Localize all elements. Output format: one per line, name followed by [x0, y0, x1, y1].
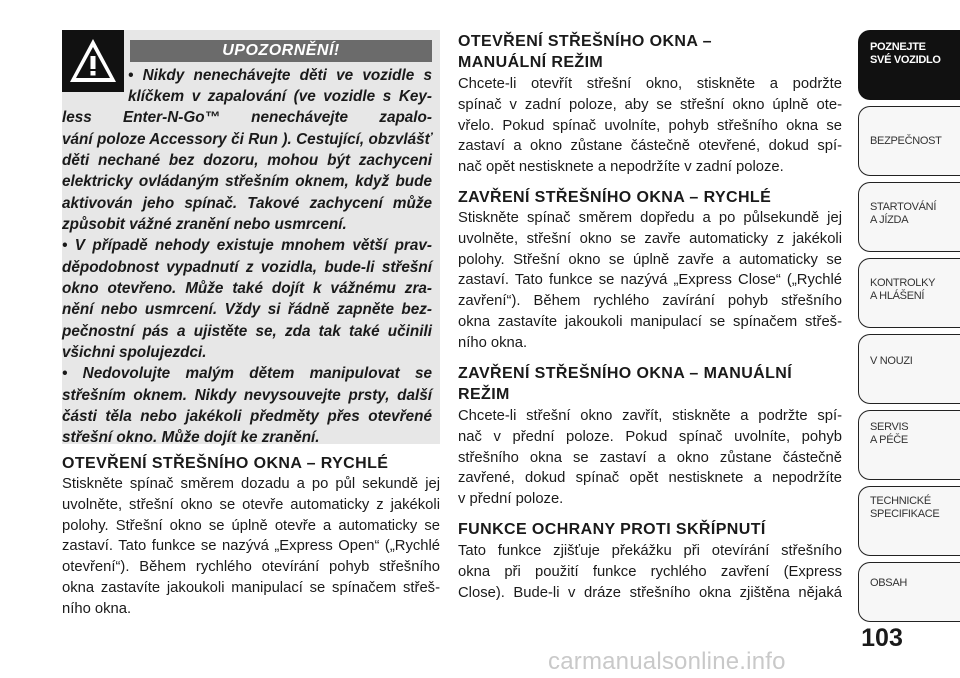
warning-line: • Nedovolujte malým dětem manipulovat se [62, 365, 432, 382]
warning-line: • V případě nehody existuje mnohem větší prav- [62, 237, 432, 254]
warning-icon-box [62, 30, 124, 92]
tab-label: SVÉ VOZIDLO [870, 54, 941, 66]
text-line: zastaví a okno zůstane částečně otevřené, dokud spí- [458, 138, 842, 155]
section-body [458, 74, 842, 178]
text-line: ního okna. [62, 600, 132, 617]
text-line: uvolněte, střešní okno se zavře automaticky z jakékoli [458, 230, 842, 247]
tab-servis-a-pece[interactable] [858, 410, 960, 480]
warning-triangle-icon [68, 36, 118, 86]
text-line: Close). Bude-li v dráze střešního okna zjištěna nějaká [458, 584, 842, 601]
text-line: v přední poloze. [458, 491, 564, 508]
warning-line: nění nebo usmrcení. Vždy si řádně zapněte bez- [62, 301, 432, 318]
warning-line: pečnostní pás a ujistěte se, zda tak také učinili [62, 323, 432, 340]
warning-line: střešní okno. Může dojít ke zranění. [62, 429, 320, 446]
section-heading: REŽIM [458, 386, 510, 403]
warning-line: děpodobnost vypadnutí z vozidla, bude-li střešní [62, 259, 432, 276]
tab-label: A HLÁŠENÍ [870, 290, 925, 302]
text-line: otevření“). Během rychlého otevírání pohyb střešního [62, 559, 440, 576]
tab-bezpecnost[interactable] [858, 106, 960, 176]
tab-label: SPECIFIKACE [870, 508, 940, 520]
warning-line: děti nechané bez dozoru, mohou být zachyceni [62, 152, 432, 169]
text-line: Chcete-li střešní okno zavřít, stiskněte a podržte spí- [458, 408, 842, 424]
text-line: uvolněte, střešní okno se otevře automaticky z jakékoli [62, 496, 440, 513]
section-body [62, 474, 440, 620]
warning-box [62, 30, 440, 444]
tab-label: V NOUZI [870, 355, 913, 367]
tab-label: POZNEJTE [870, 41, 926, 53]
text-line: Tato funkce zjišťuje překážku při otevírání střešního [458, 543, 842, 559]
warning-line: aktivován jeho spínač. Takové zachycení může [62, 195, 432, 212]
tab-label: TECHNICKÉ [870, 495, 931, 507]
text-line: vřelo. Pokud spínač uvolníte, pohyb střešního okna se [458, 117, 842, 134]
text-line: zavření“). Během rychlého zavírání pohyb střešního [458, 293, 842, 310]
page-number: 103 [861, 624, 903, 652]
warning-line: části těla nebo jakékoli předměty přes otevřené [62, 408, 432, 425]
tab-label: SERVIS [870, 421, 909, 433]
text-line: ního okna. [458, 334, 528, 351]
warning-line: klíčkem v zapalování (ve vozidle s Key- [128, 88, 432, 105]
warning-line: elektricky ovládaným střešním oknem, když bude [62, 173, 432, 190]
text-line: okna zastavíte jakoukoli manipulací se spínačem střeš- [62, 579, 440, 596]
section-body [458, 208, 842, 354]
tab-startovani-a-jizda[interactable] [858, 182, 960, 252]
section-heading: ZAVŘENÍ STŘEŠNÍHO OKNA – MANUÁLNÍ [458, 365, 793, 382]
tab-kontrolky-a-hlaseni[interactable] [858, 258, 960, 328]
warning-line: všichni spolujezdci. [62, 344, 207, 361]
warning-line: less Enter-N-Go™ nenechávejte zapalo- [62, 109, 432, 126]
warning-line: okno otevřeno. Může také dojít k vážnému zra- [62, 280, 432, 297]
warning-line: vání poloze Accessory či Run ). Cestující, obzvlášť [62, 131, 432, 148]
text-line: okna zastavíte jakoukoli manipulací se spínačem střeš- [458, 313, 842, 330]
section-heading: ZAVŘENÍ STŘEŠNÍHO OKNA – RYCHLÉ [458, 189, 772, 206]
section-body [458, 406, 842, 510]
section-heading: OTEVŘENÍ STŘEŠNÍHO OKNA – [458, 33, 712, 50]
text-line: Stiskněte spínač směrem dozadu a po půl sekundě jej [62, 476, 440, 492]
section-heading: FUNKCE OCHRANY PROTI SKŘÍPNUTÍ [458, 521, 766, 538]
text-line: okna při použití funkce rychlého zavření (Express [458, 563, 842, 580]
tab-label: A JÍZDA [870, 214, 909, 226]
text-line: Stiskněte spínač směrem dopředu a po půlsekundě jej [458, 210, 842, 226]
tab-label: A PÉČE [870, 434, 908, 446]
text-line: zastaví. Tato funkce se nazývá „Express Open“ („Rychlé [62, 538, 440, 555]
tab-technicke-specifikace[interactable] [858, 486, 960, 556]
tab-label: KONTROLKY [870, 277, 936, 289]
warning-line: • Nikdy nenechávejte děti ve vozidle s [128, 67, 432, 84]
watermark: carmanualsonline.info [548, 648, 786, 675]
section-body [458, 541, 842, 603]
text-line: spínač v zadní poloze, aby se střešní okno úplně ote- [458, 96, 842, 113]
tab-label: OBSAH [870, 577, 908, 589]
warning-title: UPOZORNĚNÍ! [130, 40, 432, 62]
text-line: nač opět nestisknete a nepodržíte v zadní poloze. [458, 159, 784, 176]
warning-line: střešním oknem. Nikdy nevysouvejte prsty, další [62, 387, 432, 404]
section-heading: MANUÁLNÍ REŽIM [458, 54, 604, 71]
text-line: střešního okna se zastaví a okno zůstane částečně [458, 449, 842, 466]
text-line: nač v přední poloze. Pokud spínač uvolníte, pohyb [458, 428, 842, 445]
text-line: polohy. Střešní okno se úplně otevře a automaticky se [62, 517, 440, 534]
tab-v-nouzi[interactable] [858, 334, 960, 404]
text-line: polohy. Střešní okno se úplně zavře a automaticky se [458, 251, 842, 268]
section-heading: OTEVŘENÍ STŘEŠNÍHO OKNA – RYCHLÉ [62, 455, 389, 472]
tab-label: STARTOVÁNÍ [870, 201, 937, 213]
tab-poznejte-sve-vozidlo[interactable] [858, 30, 960, 100]
tab-label: BEZPEČNOST [870, 135, 942, 147]
text-line: zastaví. Tato funkce se nazývá „Express Close“ („Rychlé [458, 272, 842, 289]
warning-line: způsobit vážné zranění nebo usmrcení. [62, 216, 347, 233]
tab-obsah[interactable] [858, 562, 960, 622]
text-line: zavřené, dokud spínač opět nestisknete a nepodržíte [458, 470, 842, 487]
text-line: Chcete-li otevřít střešní okno, stiskněte a podržte [458, 76, 842, 92]
